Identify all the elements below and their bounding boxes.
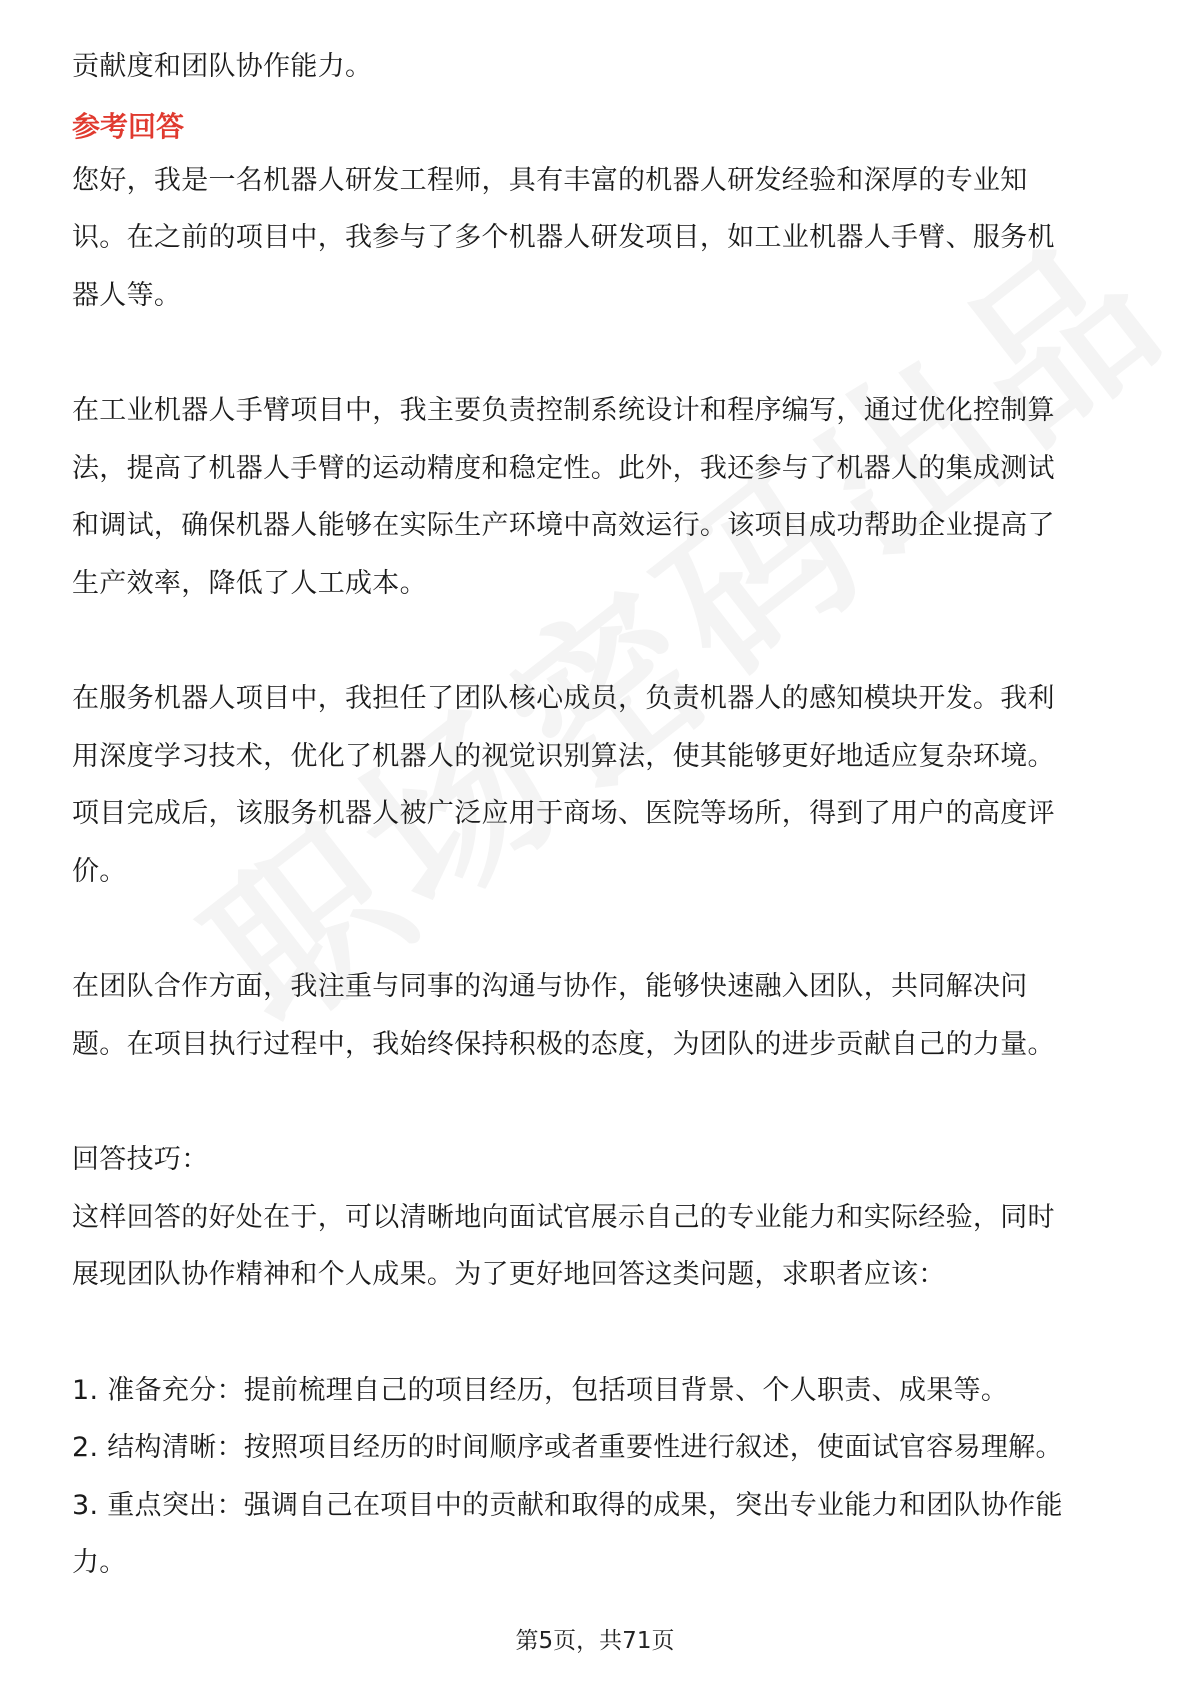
- paragraph-line: 在服务机器人项目中，我担任了团队核心成员，负责机器人的感知模块开发。我利: [72, 683, 1055, 714]
- list-item: 力。: [72, 1547, 127, 1578]
- list-item: 2. 结构清晰：按照项目经历的时间顺序或者重要性进行叙述，使面试官容易理解。: [72, 1432, 1063, 1463]
- paragraph-1: [72, 152, 1118, 325]
- page-number: 第5页，共71页: [515, 1628, 675, 1654]
- paragraph-4: [72, 958, 1118, 1073]
- list-item: 1. 准备充分：提前梳理自己的项目经历，包括项目背景、个人职责、成果等。: [72, 1374, 1009, 1406]
- intro-tail-line: 贡献度和团队协作能力。: [72, 51, 373, 82]
- paragraph-3: [72, 670, 1118, 900]
- document-page: [72, 38, 1118, 1592]
- tips-heading: 回答技巧：: [72, 1144, 209, 1175]
- paragraph-line: 在工业机器人手臂项目中，我主要负责控制系统设计和程序编写，通过优化控制算: [72, 395, 1055, 426]
- paragraph-line: 价。: [72, 855, 127, 887]
- paragraph-line: 这样回答的好处在于，可以清晰地向面试官展示自己的专业能力和实际经验，同时: [72, 1201, 1055, 1233]
- paragraph-line: 在团队合作方面，我注重与同事的沟通与协作，能够快速融入团队，共同解决问: [72, 971, 1028, 1002]
- paragraph-line: 法，提高了机器人手臂的运动精度和稳定性。此外，我还参与了机器人的集成测试: [72, 452, 1055, 484]
- tips-intro: [72, 1189, 1118, 1304]
- tips-list: [72, 1362, 1118, 1592]
- paragraph-line: 题。在项目执行过程中，我始终保持积极的态度，为团队的进步贡献自己的力量。: [72, 1028, 1055, 1060]
- paragraph-line: 用深度学习技术，优化了机器人的视觉识别算法，使其能够更好地适应复杂环境。: [72, 740, 1055, 772]
- paragraph-line: 器人等。: [72, 279, 182, 311]
- paragraph-line: 展现团队协作精神和个人成果。为了更好地回答这类问题，求职者应该：: [72, 1259, 946, 1290]
- answer-heading: 参考回答: [72, 109, 185, 143]
- paragraph-line: 和调试，确保机器人能够在实际生产环境中高效运行。该项目成功帮助企业提高了: [72, 510, 1055, 541]
- list-item: 3. 重点突出：强调自己在项目中的贡献和取得的成果，突出专业能力和团队协作能: [72, 1489, 1063, 1521]
- paragraph-line: 您好，我是一名机器人研发工程师，具有丰富的机器人研发经验和深厚的专业知: [72, 164, 1028, 196]
- paragraph-line: 生产效率，降低了人工成本。: [72, 567, 427, 599]
- paragraph-line: 项目完成后，该服务机器人被广泛应用于商场、医院等场所，得到了用户的高度评: [72, 798, 1055, 829]
- paragraph-line: 识。在之前的项目中，我参与了多个机器人研发项目，如工业机器人手臂、服务机: [72, 222, 1055, 253]
- paragraph-2: [72, 382, 1118, 612]
